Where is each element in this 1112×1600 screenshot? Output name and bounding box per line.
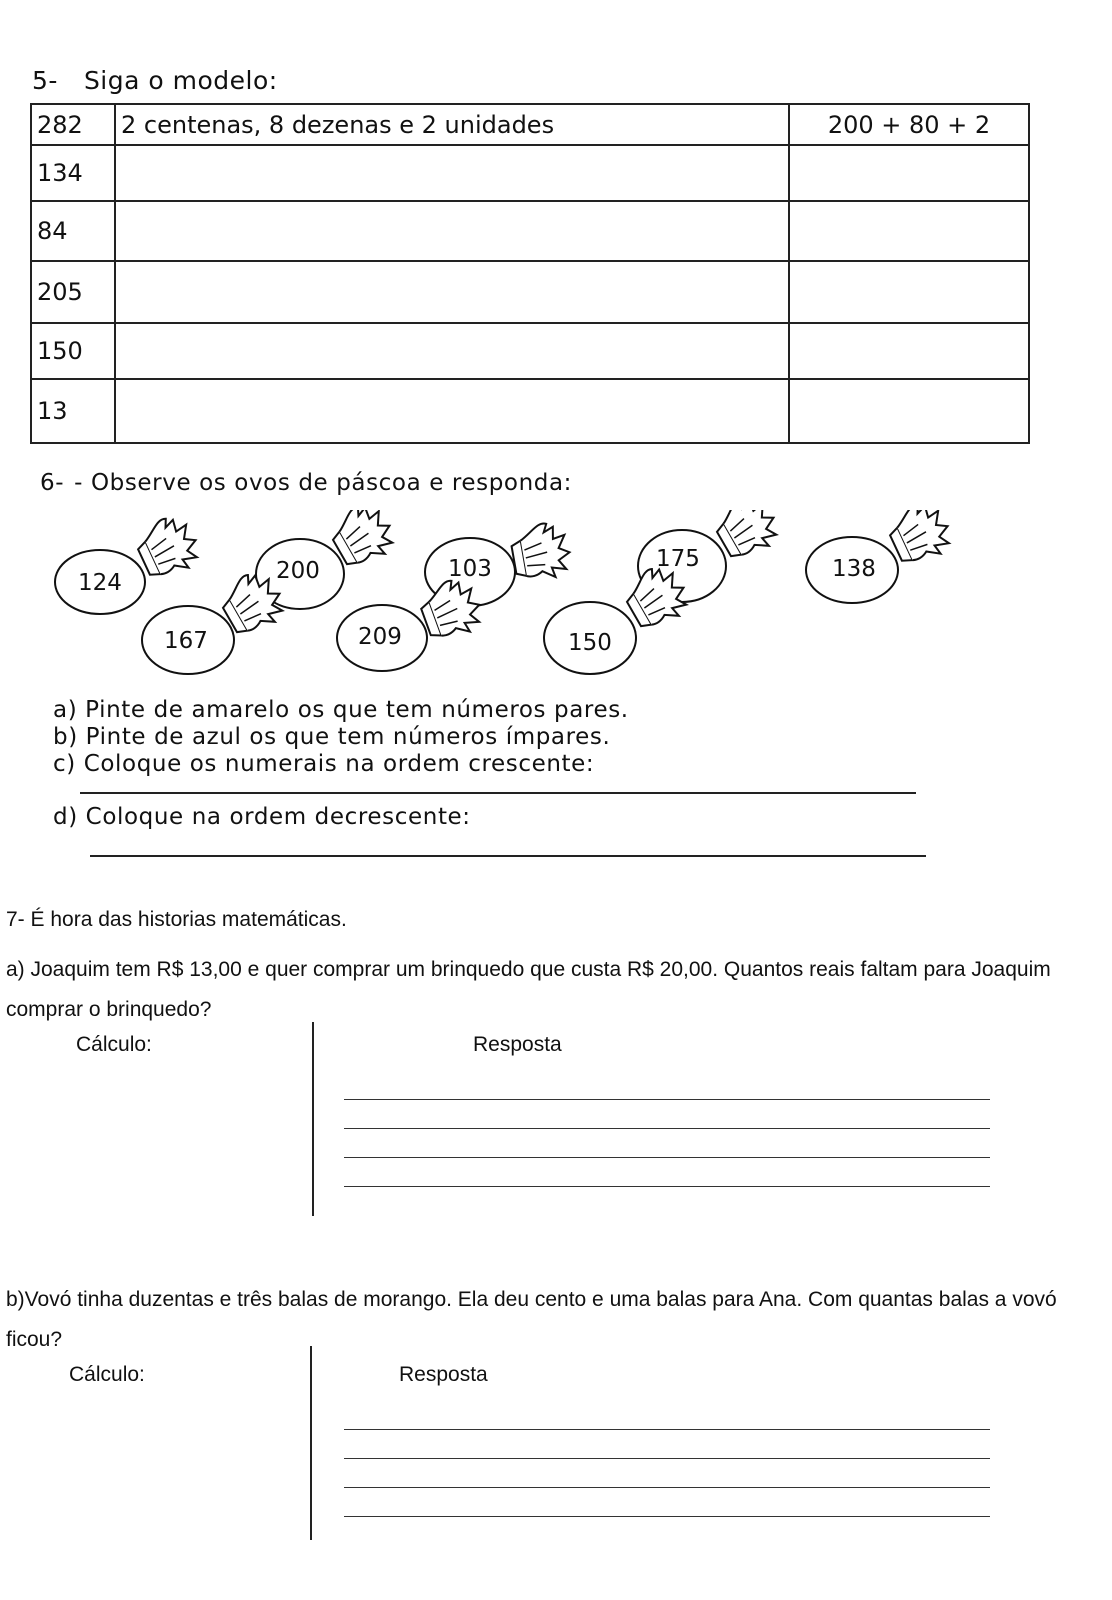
row-sum: 200 + 80 + 2 [789,104,1029,145]
row-number: 282 [31,104,115,145]
row-words-blank[interactable] [115,145,789,201]
answer-line[interactable] [344,1458,990,1459]
answer-line-crescente[interactable] [80,792,916,794]
q7-heading: 7- É hora das historias matemáticas. [6,908,347,931]
calc-label: Cálculo: [69,1363,145,1386]
easter-egg[interactable] [142,565,290,674]
divider [310,1346,312,1540]
answer-line[interactable] [344,1429,990,1430]
answer-line-decrescente[interactable] [90,855,926,857]
divider [312,1022,314,1216]
egg-number: 103 [448,556,492,582]
egg-number: 200 [276,558,320,584]
row-words-blank[interactable] [115,201,789,261]
row-words: 2 centenas, 8 dezenas e 2 unidades [115,104,789,145]
q6-title: - Observe os ovos de páscoa e responda: [74,470,573,496]
easter-eggs-illustration [40,510,1000,690]
table-row [31,104,1029,145]
row-words-blank[interactable] [115,379,789,443]
q6-item-d: d) Coloque na ordem decrescente: [53,804,471,830]
q6-item-c: c) Coloque os numerais na ordem crescente: [53,751,595,777]
answer-line[interactable] [344,1099,990,1100]
row-number: 134 [31,145,115,201]
row-number: 150 [31,323,115,379]
answer-line[interactable] [344,1128,990,1129]
table-row [31,145,1029,201]
q6-item-a: a) Pinte de amarelo os que tem números pares. [53,697,629,723]
row-sum-blank[interactable] [789,323,1029,379]
q5-table [30,103,1030,444]
row-number: 205 [31,261,115,323]
row-sum-blank[interactable] [789,145,1029,201]
egg-number: 150 [568,630,612,656]
row-number: 84 [31,201,115,261]
row-words-blank[interactable] [115,323,789,379]
table-row [31,261,1029,323]
row-words-blank[interactable] [115,261,789,323]
q5-title: Siga o modelo: [83,66,278,95]
table-row [31,379,1029,443]
q5-number: 5- [32,66,58,95]
calc-label: Cálculo: [76,1033,152,1056]
easter-egg[interactable] [544,559,694,674]
row-number: 13 [31,379,115,443]
answer-line[interactable] [344,1487,990,1488]
q6-heading [40,470,572,496]
egg-number: 175 [656,546,700,572]
q6-number: 6- [40,470,65,496]
table-row [31,201,1029,261]
table-row [31,323,1029,379]
egg-number: 167 [164,628,208,654]
answer-line[interactable] [344,1516,990,1517]
row-sum-blank[interactable] [789,201,1029,261]
q7-a-text: a) Joaquim tem R$ 13,00 e quer comprar um brinquedo que custa R$ 20,00. Quantos reais faltam para Joaquim comprar o brinquedo? [6,958,1051,1021]
q6-item-b: b) Pinte de azul os que tem números ímpares. [53,724,611,750]
easter-egg[interactable] [55,510,205,614]
egg-number: 124 [78,570,122,596]
answer-label: Resposta [473,1033,562,1056]
q7-b-text: b)Vovó tinha duzentas e três balas de morango. Ela deu cento e uma balas para Ana. Com quantas balas a vovó ficou? [6,1288,1057,1351]
row-sum-blank[interactable] [789,261,1029,323]
easter-egg[interactable] [806,510,957,603]
row-sum-blank[interactable] [789,379,1029,443]
q5-heading [32,66,278,95]
egg-number: 138 [832,556,876,582]
answer-line[interactable] [344,1157,990,1158]
answer-line[interactable] [344,1186,990,1187]
answer-label: Resposta [399,1363,488,1386]
egg-number: 209 [358,624,402,650]
